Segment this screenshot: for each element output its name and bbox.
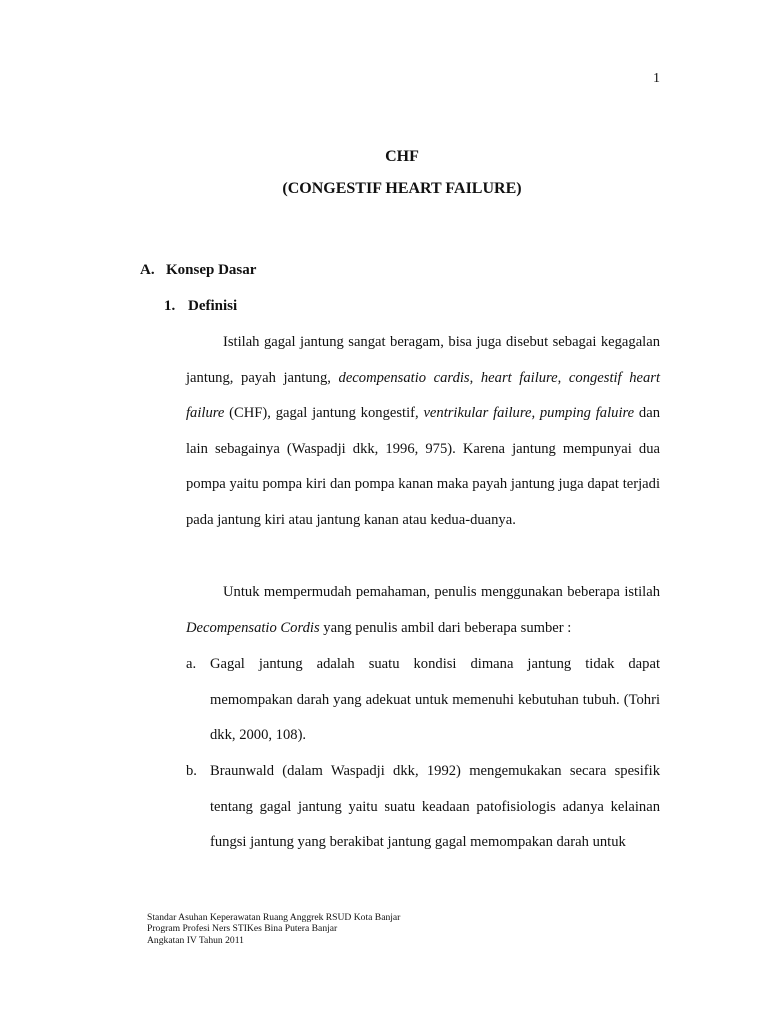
- list-item-text: Braunwald (dalam Waspadji dkk, 1992) mengemukakan secara spesifik tentang gagal jantung yaitu suatu keadaan patofisiologis adanya kelainan fungsi jantung yang berakibat jantung gagal memompakan darah untuk: [210, 763, 660, 851]
- document-title: CHF: [385, 148, 419, 165]
- paragraph-text: [186, 325, 660, 539]
- document-subtitle: (CONGESTIF HEART FAILURE): [282, 180, 522, 197]
- text-run: (CHF), gagal jantung kongestif,: [224, 405, 424, 422]
- section-marker: A.: [140, 262, 155, 278]
- subsection-heading: [164, 298, 237, 315]
- list-item: [186, 647, 660, 754]
- list-item-marker: b.: [186, 763, 197, 779]
- list-item-marker: a.: [186, 656, 197, 672]
- list-item: [186, 754, 660, 861]
- page-number: 1: [653, 71, 660, 86]
- page-footer: [147, 912, 400, 946]
- paragraph-text: [186, 575, 660, 646]
- italic-term: ventrikular failure, pumping faluire: [423, 405, 635, 422]
- subsection-marker: 1.: [164, 298, 176, 314]
- text-run: yang penulis ambil dari beberapa sumber :: [319, 619, 572, 636]
- list-item-text: Gagal jantung adalah suatu kondisi dimana jantung tidak dapat memompakan darah yang adekuat untuk memenuhi kebutuhan tubuh. (Tohri dkk, 2000, 108).: [210, 656, 660, 744]
- text-run: dan lain sebagainya (Waspadji dkk, 1996, 975). Karena jantung mempunyai dua pompa yaitu pompa kiri dan pompa kanan maka payah jantung juga dapat terjadi pada jantung kiri atau jantung kanan atau kedua-duanya.: [186, 405, 661, 528]
- text-run: Istilah gagal jantung sangat beragam, bisa juga disebut sebagai kegagalan jantung, payah jantung,: [186, 334, 660, 386]
- italic-term: decompensatio cardis: [338, 369, 470, 386]
- italic-term: heart failure: [480, 369, 558, 386]
- footer-line: Program Profesi Ners STIKes Bina Putera Banjar: [147, 923, 338, 935]
- footer-line: Standar Asuhan Keperawatan Ruang Anggrek RSUD Kota Banjar: [147, 912, 401, 923]
- section-label: Konsep Dasar: [166, 262, 257, 278]
- paragraph-definition: [186, 325, 660, 539]
- italic-term: congestif heart failure: [186, 369, 661, 422]
- text-run: ,: [469, 369, 481, 386]
- text-run: ,: [557, 369, 569, 386]
- footer-line: Angkatan IV Tahun 2011: [147, 934, 244, 946]
- italic-term: Decompensatio Cordis: [186, 619, 320, 636]
- text-run: Untuk mempermudah pemahaman, penulis menggunakan beberapa istilah: [223, 584, 660, 600]
- section-heading: [140, 262, 256, 279]
- subsection-label: Definisi: [188, 298, 238, 314]
- paragraph-intro-sources: [186, 575, 660, 646]
